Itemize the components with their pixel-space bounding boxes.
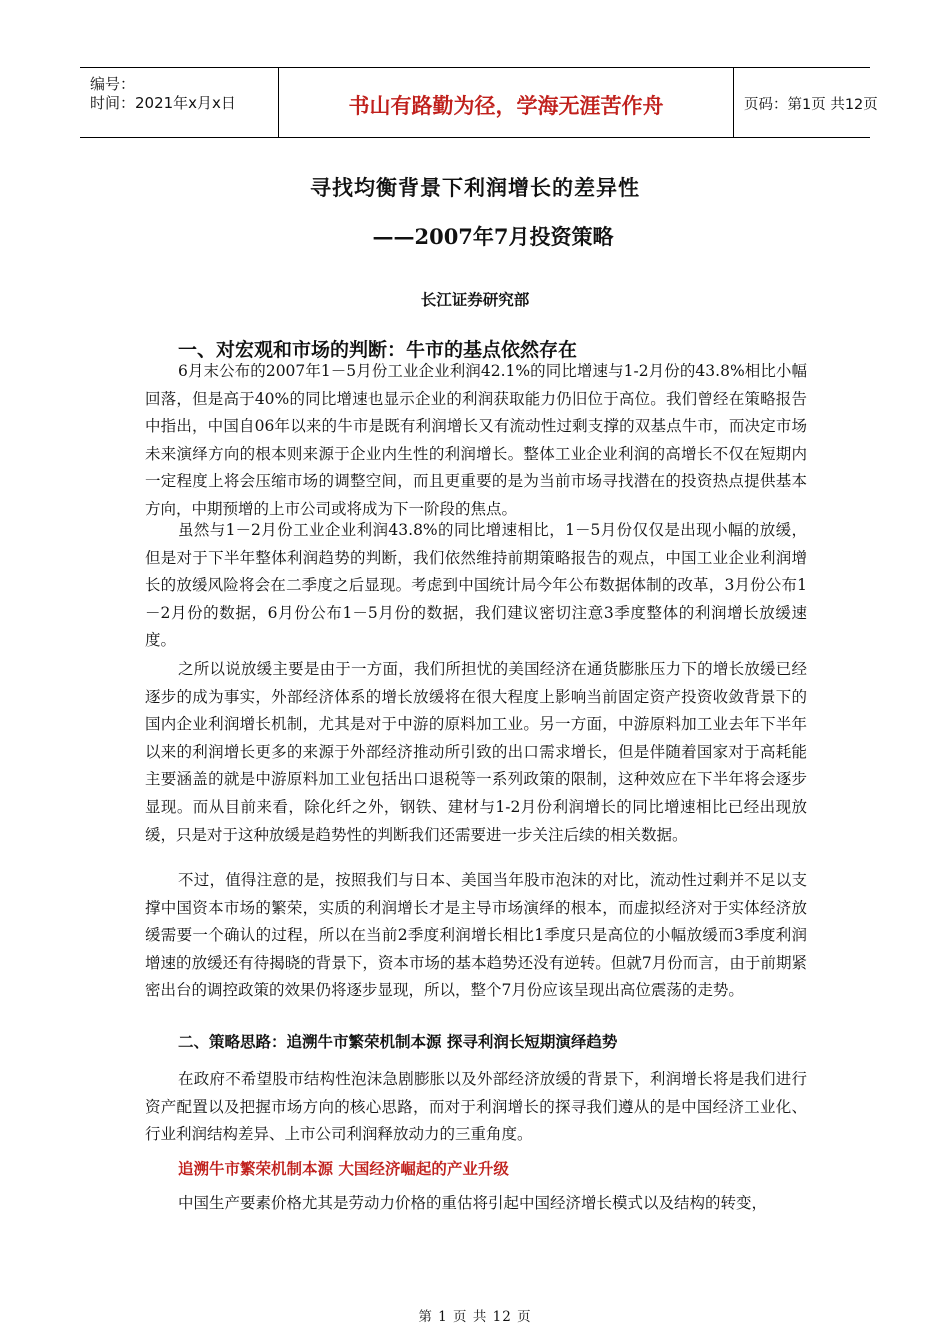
- paragraph: 在政府不希望股市结构性泡沫急剧膨胀以及外部经济放缓的背景下，利润增长将是我们进行资产配置以及把握市场方向的核心思路，而对于利润增长的探寻我们遵从的是中国经济工业化、行业利润结构差异、上市公司利润释放动力的三重角度。: [145, 1070, 807, 1144]
- header-left-cell: [80, 68, 279, 137]
- id-label: 编号：: [90, 75, 136, 93]
- header-motto-cell: [279, 68, 734, 137]
- header-table: [80, 67, 878, 138]
- page-footer: 第 1 页 共 12 页: [418, 1309, 532, 1325]
- paragraph: 6月末公布的2007年1－5月份工业企业利润42.1%的同比增速与1-2月份的43.8%相比小幅回落，但是高于40%的同比增速也显示企业的利润获取能力仍旧位于高位。我们曾经在策略报告中指出，中国自06年以来的牛市是既有利润增长又有流动性过剩支撑的双基点牛市，而决定市场未来演绎方向的根本则来源于企业内生性的利润增长。整体工业企业利润的高增长不仅在短期内一定程度上将会压缩市场的调整空间，而且更重要的是为当前市场寻找潜在的投资热点提供基本方向，中期预增的上市公司或将成为下一阶段的焦点。: [145, 362, 807, 518]
- time-label: 时间：2021年x月x日: [90, 94, 236, 112]
- department: 长江证券研究部: [420, 290, 530, 309]
- header-page-cell: [734, 68, 878, 137]
- paragraph: 之所以说放缓主要是由于一方面，我们所担忧的美国经济在通货膨胀压力下的增长放缓已经逐步的成为事实，外部经济体系的增长放缓将在很大程度上影响当前固定资产投资收敛背景下的国内企业利润增长机制，尤其是对于中游的原料加工业。另一方面，中游原料加工业去年下半年以来的利润增长更多的来源于外部经济推动所引致的出口需求增长，但是伴随着国家对于高耗能主要涵盖的就是中游原料加工业包括出口退税等一系列政策的限制，这种效应在下半年将会逐步显现。而从目前来看，除化纤之外，钢铁、建材与1-2月份利润增长的同比增速相比已经出现放缓，只是对于这种放缓是趋势性的判断我们还需要进一步关注后续的相关数据。: [145, 660, 807, 844]
- paragraph: 虽然与1－2月份工业企业利润43.8%的同比增速相比，1－5月份仅仅是出现小幅的放缓，但是对于下半年整体利润趋势的判断，我们依然维持前期策略报告的观点，中国工业企业利润增长的放缓风险将会在二季度之后显现。考虑到中国统计局今年公布数据体制的改革，3月份公布1－2月份的数据，6月份公布1－5月份的数据，我们建议密切注意3季度整体的利润增长放缓速度。: [145, 521, 807, 650]
- paragraph: 不过，值得注意的是，按照我们与日本、美国当年股市泡沫的对比，流动性过剩并不足以支撑中国资本市场的繁荣，实质的利润增长才是主导市场演绎的根本，而虚拟经济对于实体经济放缓需要一个确认的过程，所以在当前2季度利润增长相比1季度只是高位的小幅放缓而3季度利润增速的放缓还有待揭晓的背景下，资本市场的基本趋势还没有逆转。但就7月份而言，由于前期紧密出台的调控政策的效果仍将逐步显现，所以，整个7月份应该呈现出高位震荡的走势。: [145, 871, 807, 1000]
- document-subtitle: ——2007年7月投资策略: [372, 224, 614, 249]
- motto: 书山有路勤为径，学海无涯苦作舟: [348, 94, 664, 118]
- paragraph: 中国生产要素价格尤其是劳动力价格的重估将引起中国经济增长模式以及结构的转变，: [178, 1194, 768, 1212]
- section-2-heading: 二、策略思路：追溯牛市繁荣机制本源 探寻利润长短期演绎趋势: [178, 1032, 618, 1051]
- page-label: 页码：第1页 共12页: [744, 97, 878, 113]
- section-1-heading: 一、对宏观和市场的判断：牛市的基点依然存在: [178, 339, 578, 361]
- document-title: 寻找均衡背景下利润增长的差异性: [310, 175, 640, 200]
- section-2-subheading: 追溯牛市繁荣机制本源 大国经济崛起的产业升级: [178, 1159, 509, 1178]
